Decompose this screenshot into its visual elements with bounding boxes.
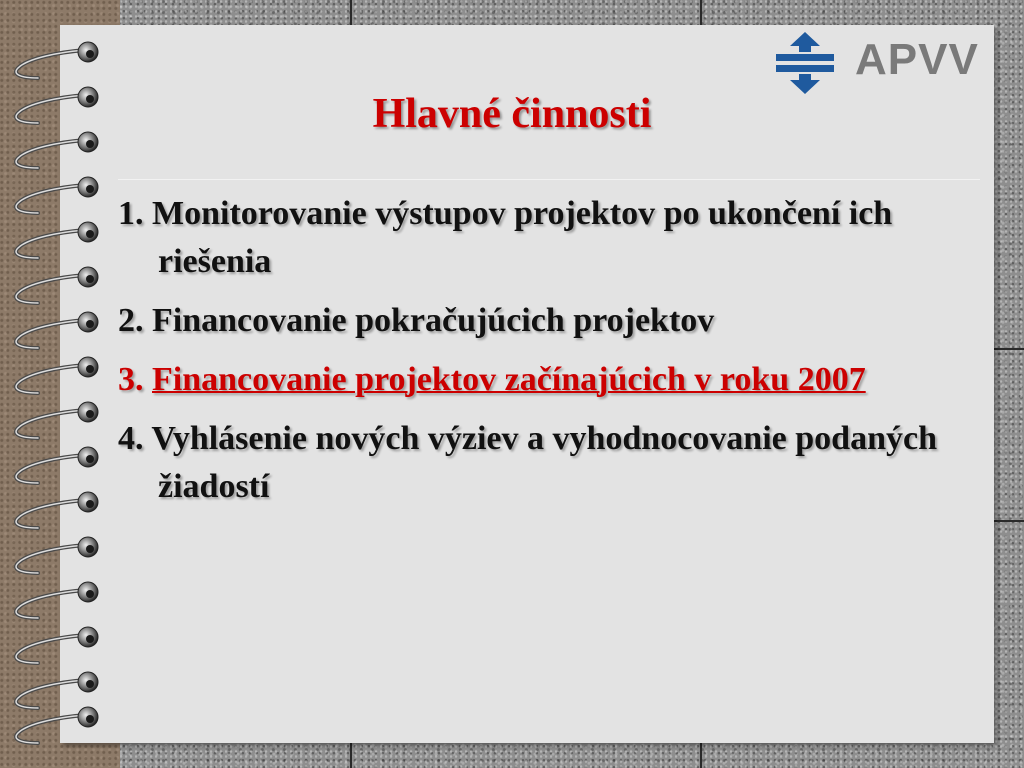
item-text: Vyhlásenie nových výziev a vyhodnocovanie podaných žiadostí bbox=[151, 420, 937, 505]
background-seam bbox=[700, 0, 702, 25]
list-item bbox=[118, 415, 978, 511]
item-number: 4. bbox=[118, 420, 144, 457]
item-number: 1. bbox=[118, 195, 144, 232]
background-seam bbox=[350, 0, 352, 25]
background-seam bbox=[350, 743, 352, 768]
list-item bbox=[118, 190, 978, 286]
item-number: 2. bbox=[118, 302, 144, 339]
background-seam bbox=[700, 743, 702, 768]
apvv-logo-text: APVV bbox=[855, 35, 979, 84]
item-link-text[interactable]: Financovanie projektov začínajúcich v roku 2007 bbox=[152, 361, 866, 398]
background-seam bbox=[994, 348, 1024, 350]
background-seam bbox=[994, 520, 1024, 522]
binder-rings bbox=[0, 0, 110, 768]
item-text: Financovanie pokračujúcich projektov bbox=[152, 302, 715, 339]
item-number: 3. bbox=[118, 361, 144, 398]
activities-list bbox=[118, 190, 978, 522]
slide-title: Hlavné činnosti bbox=[372, 91, 652, 137]
list-item bbox=[118, 297, 978, 345]
title-divider bbox=[118, 179, 980, 180]
list-item-highlighted bbox=[118, 356, 978, 404]
item-text: Monitorovanie výstupov projektov po ukončení ich riešenia bbox=[152, 195, 893, 280]
